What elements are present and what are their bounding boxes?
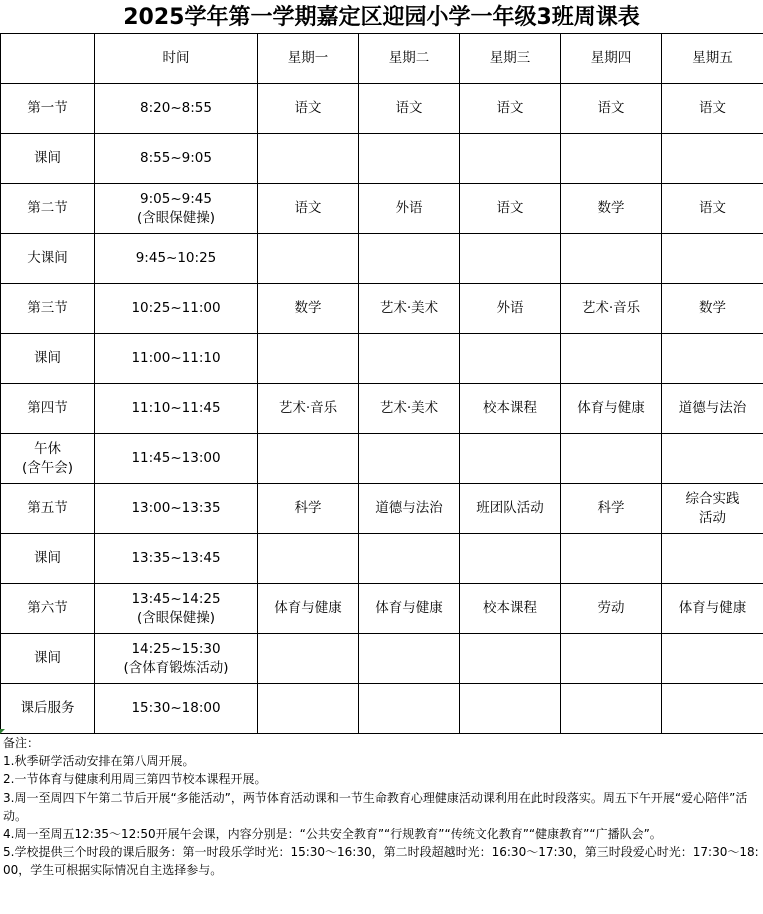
subject-cell-text: 语文 (294, 200, 322, 216)
period-cell-text: 第一节 (27, 100, 68, 116)
header-cell: 时间 (95, 34, 258, 84)
subject-cell (359, 684, 460, 734)
notes-section (3, 734, 760, 880)
time-cell-text: 13:45~14:25 (131, 590, 221, 607)
period-cell-text: 第六节 (27, 600, 68, 616)
period-cell-text: 课后服务 (20, 700, 75, 716)
table-row (1, 634, 763, 684)
subject-cell (662, 234, 763, 284)
period-cell-text: 课间 (34, 650, 61, 666)
subject-cell (258, 684, 359, 734)
subject-cell (662, 384, 763, 434)
subject-cell (258, 634, 359, 684)
table-row (1, 284, 763, 334)
time-cell (95, 334, 258, 384)
subject-cell (258, 84, 359, 134)
period-cell-text: 第四节 (27, 400, 68, 416)
time-cell-text: 10:25~11:00 (131, 300, 221, 316)
note-item: 3.周一至周四下午第二节后开展“多能活动”，两节体育活动课和一节生命教育心理健康活动课利用在此时段落实。周五下午开展“爱心陪伴”活动。 (3, 790, 748, 823)
time-cell-text: 8:55~9:05 (140, 150, 212, 166)
subject-cell (662, 184, 763, 234)
period-cell-text: 大课间 (27, 250, 68, 266)
subject-cell (359, 484, 460, 534)
subject-cell-text: 语文 (395, 100, 423, 116)
subject-cell (561, 84, 662, 134)
header-corner-cell (1, 34, 95, 84)
subject-cell-text: 数学 (597, 200, 625, 216)
subject-cell-text: 道德与法治 (375, 500, 443, 516)
subject-cell (460, 634, 561, 684)
subject-cell (460, 584, 561, 634)
subject-cell (561, 284, 662, 334)
time-cell-text: 13:00~13:35 (131, 500, 221, 516)
time-cell (95, 434, 258, 484)
period-cell-text: 第二节 (27, 200, 68, 216)
subject-cell (359, 284, 460, 334)
header-cell: 星期四 (561, 34, 662, 84)
table-row (1, 84, 763, 134)
subject-cell (662, 684, 763, 734)
time-cell-text: 9:45~10:25 (135, 250, 217, 266)
subject-cell (258, 134, 359, 184)
table-row (1, 234, 763, 284)
subject-cell (258, 234, 359, 284)
subject-cell (460, 384, 561, 434)
subject-cell-text: 语文 (699, 100, 726, 116)
subject-cell-text: 体育与健康 (678, 600, 747, 616)
subject-cell-text: 综合实践 (685, 490, 740, 507)
subject-cell (662, 134, 763, 184)
time-cell (95, 684, 258, 734)
subject-cell (460, 484, 561, 534)
subject-cell (359, 634, 460, 684)
subject-cell (258, 434, 359, 484)
subject-cell-text: 外语 (496, 300, 524, 316)
subject-cell-text: 劳动 (597, 600, 625, 616)
subject-cell-text: 艺术·音乐 (278, 400, 338, 416)
time-cell-text: 11:00~11:10 (131, 350, 221, 366)
subject-cell (460, 284, 561, 334)
period-cell (1, 234, 95, 284)
subject-cell (662, 334, 763, 384)
header-cell: 星期三 (460, 34, 561, 84)
subject-cell (359, 84, 460, 134)
subject-cell (460, 184, 561, 234)
subject-cell (258, 384, 359, 434)
subject-cell (561, 134, 662, 184)
period-cell (1, 384, 95, 434)
table-row (1, 184, 763, 234)
subject-cell (460, 684, 561, 734)
subject-cell (258, 584, 359, 634)
header-cell: 星期一 (258, 34, 359, 84)
subject-cell-text: 语文 (597, 100, 625, 116)
time-cell (95, 534, 258, 584)
time-cell-text: 8:20~8:55 (140, 100, 212, 116)
time-cell (95, 284, 258, 334)
subject-cell-text: 科学 (597, 500, 625, 516)
subject-cell-text: 语文 (496, 200, 524, 216)
time-cell-text: 15:30~18:00 (131, 700, 221, 716)
subject-cell (258, 184, 359, 234)
subject-cell (662, 284, 763, 334)
subject-cell (662, 534, 763, 584)
period-cell (1, 584, 95, 634)
time-cell (95, 384, 258, 434)
subject-cell (561, 634, 662, 684)
time-cell (95, 184, 258, 234)
subject-cell-text: 语文 (294, 100, 322, 116)
period-cell (1, 434, 95, 484)
subject-cell-text: 班团队活动 (476, 500, 544, 516)
period-cell (1, 184, 95, 234)
subject-cell (359, 584, 460, 634)
subject-cell (561, 534, 662, 584)
subject-cell-text: 数学 (699, 300, 726, 316)
time-cell (95, 584, 258, 634)
period-cell (1, 284, 95, 334)
subject-cell (662, 584, 763, 634)
subject-cell-text: 体育与健康 (375, 600, 443, 616)
subject-cell (460, 84, 561, 134)
table-row (1, 484, 763, 534)
note-item: 4.周一至周五12:35～12:50开展午会课，内容分别是：“公共安全教育”“行规教育”“传统文化教育”“健康教育”“广播队会”。 (3, 827, 662, 842)
table-row (1, 584, 763, 634)
period-cell (1, 84, 95, 134)
time-cell-text: 14:25~15:30 (131, 640, 221, 657)
subject-cell (460, 434, 561, 484)
period-cell (1, 334, 95, 384)
table-row (1, 134, 763, 184)
subject-cell (359, 334, 460, 384)
table-row (1, 534, 763, 584)
time-cell (95, 234, 258, 284)
period-cell-text: 第三节 (27, 300, 68, 316)
subject-cell (561, 434, 662, 484)
time-cell-text: 11:10~11:45 (131, 400, 221, 416)
period-cell (1, 684, 95, 734)
subject-cell-text: 外语 (395, 200, 423, 216)
subject-cell (359, 234, 460, 284)
period-cell-text: 课间 (34, 550, 61, 566)
header-row (1, 34, 763, 84)
subject-cell (662, 434, 763, 484)
subject-cell-text: 语文 (699, 200, 726, 216)
time-cell (95, 484, 258, 534)
subject-cell (460, 534, 561, 584)
subject-cell (258, 484, 359, 534)
subject-cell (662, 84, 763, 134)
period-cell (1, 484, 95, 534)
header-cell: 星期五 (662, 34, 763, 84)
subject-cell (460, 334, 561, 384)
subject-cell (561, 234, 662, 284)
period-cell-text: 午休 (34, 440, 61, 457)
subject-cell (662, 484, 763, 534)
period-cell (1, 634, 95, 684)
subject-cell-text: 艺术·音乐 (581, 300, 641, 316)
period-cell-text: 课间 (34, 150, 61, 166)
time-cell-text: (含眼保健操) (136, 609, 216, 626)
subject-cell-text: 校本课程 (483, 600, 537, 616)
subject-cell (460, 234, 561, 284)
subject-cell-text: 校本课程 (483, 400, 537, 416)
page-title: 2025学年第一学期嘉定区迎园小学一年级3班周课表 (123, 5, 640, 30)
subject-cell (561, 334, 662, 384)
subject-cell (359, 184, 460, 234)
period-cell-text: 课间 (34, 350, 61, 366)
subject-cell (258, 284, 359, 334)
subject-cell (359, 434, 460, 484)
time-cell-text: 13:35~13:45 (131, 550, 221, 566)
subject-cell-text: 数学 (294, 300, 322, 316)
period-cell-text: 第五节 (27, 500, 68, 516)
period-cell (1, 134, 95, 184)
subject-cell (258, 534, 359, 584)
subject-cell-text: 体育与健康 (274, 600, 342, 616)
subject-cell (359, 134, 460, 184)
note-item: 5.学校提供三个时段的课后服务：第一时段乐学时光：15:30～16:30，第二时段超越时光：16:30～17:30，第三时段爱心时光：17:30～18:00，学生可根据实际情况自主选择参与。 (3, 845, 759, 878)
subject-cell (662, 634, 763, 684)
subject-cell (460, 134, 561, 184)
subject-cell (561, 184, 662, 234)
time-cell (95, 134, 258, 184)
subject-cell-text: 活动 (699, 509, 726, 526)
header-cell: 星期二 (359, 34, 460, 84)
table-row (1, 334, 763, 384)
subject-cell-text: 科学 (294, 500, 322, 516)
schedule-table (0, 33, 763, 734)
subject-cell (359, 384, 460, 434)
period-cell (1, 534, 95, 584)
subject-cell (561, 384, 662, 434)
subject-cell-text: 语文 (496, 100, 524, 116)
subject-cell (561, 584, 662, 634)
time-cell (95, 84, 258, 134)
time-cell-text: (含眼保健操) (136, 209, 216, 226)
time-cell (95, 634, 258, 684)
subject-cell-text: 艺术·美术 (379, 300, 439, 316)
subject-cell-text: 道德与法治 (678, 400, 747, 416)
time-cell-text: 9:05~9:45 (140, 190, 212, 207)
note-item: 1.秋季研学活动安排在第八周开展。 (3, 754, 195, 769)
notes-heading: 备注： (3, 736, 40, 750)
subject-cell (359, 534, 460, 584)
subject-cell (258, 334, 359, 384)
schedule-body (1, 34, 763, 734)
subject-cell (561, 684, 662, 734)
subject-cell-text: 艺术·美术 (379, 400, 439, 416)
table-row (1, 434, 763, 484)
subject-cell-text: 体育与健康 (577, 400, 645, 416)
table-row (1, 384, 763, 434)
time-cell-text: (含体育锻炼活动) (123, 659, 229, 676)
note-item: 2.一节体育与健康利用周三第四节校本课程开展。 (3, 772, 267, 787)
period-cell-text: (含午会) (21, 459, 74, 476)
table-row (1, 684, 763, 734)
time-cell-text: 11:45~13:00 (131, 450, 221, 466)
subject-cell (561, 484, 662, 534)
